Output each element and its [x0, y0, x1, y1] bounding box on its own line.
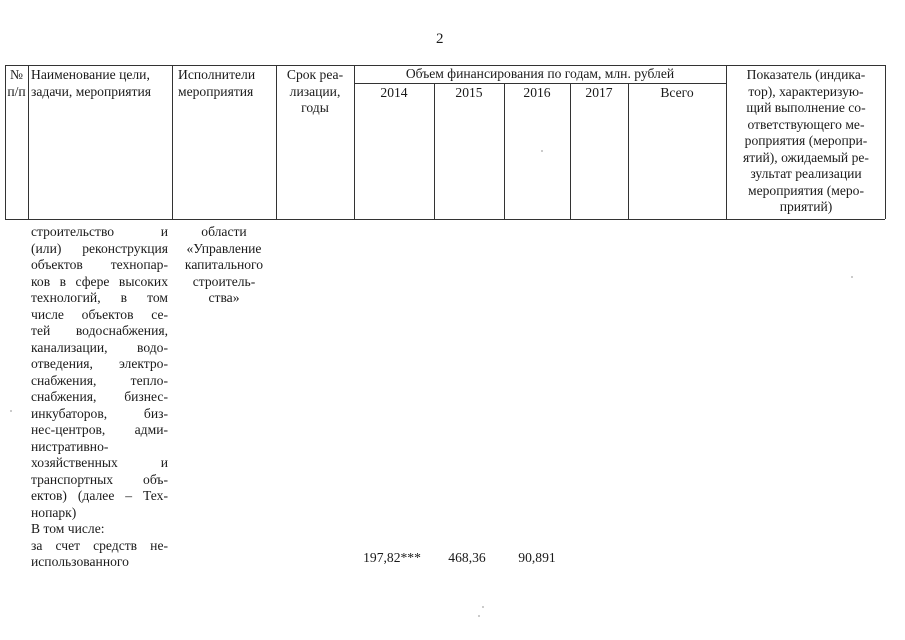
measure-description: [31, 224, 168, 571]
measure-line: отведения, электро-: [31, 356, 168, 371]
col-line-1: [28, 65, 29, 219]
col-line-10: [885, 65, 886, 219]
header-executors-line: Исполнители: [178, 67, 256, 82]
table-header-bottom: [5, 219, 885, 220]
executor-line: капитального: [184, 257, 264, 272]
measure-line: тей водоснабжения,: [31, 323, 168, 338]
header-num-line: №: [10, 67, 23, 82]
executor-line: «Управление: [186, 240, 262, 256]
header-indicator-line: роприятия (меропри-: [744, 133, 868, 148]
executor-line: ства»: [208, 290, 240, 305]
header-term: [276, 67, 354, 117]
col-line-6: [504, 83, 505, 219]
header-num: [5, 67, 28, 100]
header-indicator-line: щий выполнение со-: [746, 100, 866, 115]
scan-speck: [478, 615, 480, 617]
header-term-line: Срок реа-: [286, 67, 344, 82]
header-name: [31, 67, 172, 100]
header-name-line: Наименование цели,: [31, 67, 150, 82]
col-line-7: [570, 83, 571, 219]
header-funding-title: Объем финансирования по годам, млн. рублей: [405, 66, 675, 81]
measure-line: нистративно-: [31, 438, 109, 454]
executor-text: [172, 224, 276, 307]
header-term-line: годы: [301, 100, 329, 115]
measure-line: хозяйственных и: [31, 455, 168, 470]
measure-line: снабжения, тепло-: [31, 372, 168, 388]
header-indicator-line: ответствующего ме-: [747, 116, 865, 132]
header-year-2015: 2015: [455, 85, 483, 100]
executor-line: строитель-: [192, 273, 256, 289]
header-term-line: лизации,: [289, 83, 341, 99]
header-indicator-line: мероприятия (меро-: [748, 182, 864, 198]
header-indicator-line: зультат реализации: [750, 166, 862, 181]
col-line-2: [172, 65, 173, 219]
header-executors-line: мероприятия: [178, 83, 254, 99]
header-total: Всего: [660, 85, 694, 100]
measure-line: канализации, водо-: [31, 339, 168, 355]
page-number: 2: [436, 31, 444, 47]
source-line: использованного: [31, 554, 129, 569]
value-2016: 90,891: [518, 550, 556, 565]
measure-line: снабжения, бизнес-: [31, 389, 168, 404]
value-2015: 468,36: [448, 550, 486, 565]
header-indicator-line: ятий), ожидаемый ре-: [743, 149, 869, 165]
executor-line: области: [201, 224, 247, 239]
header-year-2017: 2017: [585, 85, 613, 100]
measure-line: (или) реконструкция: [31, 240, 168, 256]
scan-speck: [541, 150, 543, 152]
header-indicator: [727, 67, 885, 216]
measure-line: числе объектов се-: [31, 306, 168, 322]
measure-line: строительство и: [31, 224, 168, 239]
col-line-5: [434, 83, 435, 219]
source-line: за счет средств не-: [31, 537, 168, 553]
measure-line: объектов технопар-: [31, 257, 168, 272]
header-num-line: п/п: [7, 83, 26, 99]
value-2014: 197,82***: [363, 550, 421, 565]
measure-line: ков в сфере высоких: [31, 273, 168, 289]
scan-speck: [851, 276, 853, 278]
including-label: В том числе:: [31, 521, 105, 536]
header-executors: [178, 67, 276, 100]
measure-line: технологий, в том: [31, 290, 168, 305]
header-name-line: задачи, мероприятия: [31, 83, 152, 99]
header-indicator-line: тор), характеризую-: [748, 83, 864, 99]
measure-line: инкубаторов, биз-: [31, 405, 168, 421]
scan-speck: [10, 410, 12, 412]
header-year-2016: 2016: [523, 85, 551, 100]
measure-line: нопарк): [31, 504, 77, 520]
funding-subheader-line: [354, 83, 726, 84]
measure-line: транспортных объ-: [31, 471, 168, 487]
measure-line: нес-центров, адми-: [31, 422, 168, 437]
scan-speck: [482, 606, 484, 608]
header-indicator-line: приятий): [779, 199, 833, 214]
col-line-8: [628, 83, 629, 219]
header-indicator-line: Показатель (индика-: [746, 67, 866, 82]
header-year-2014: 2014: [380, 85, 408, 100]
measure-line: ектов) (далее – Тех-: [31, 488, 168, 503]
